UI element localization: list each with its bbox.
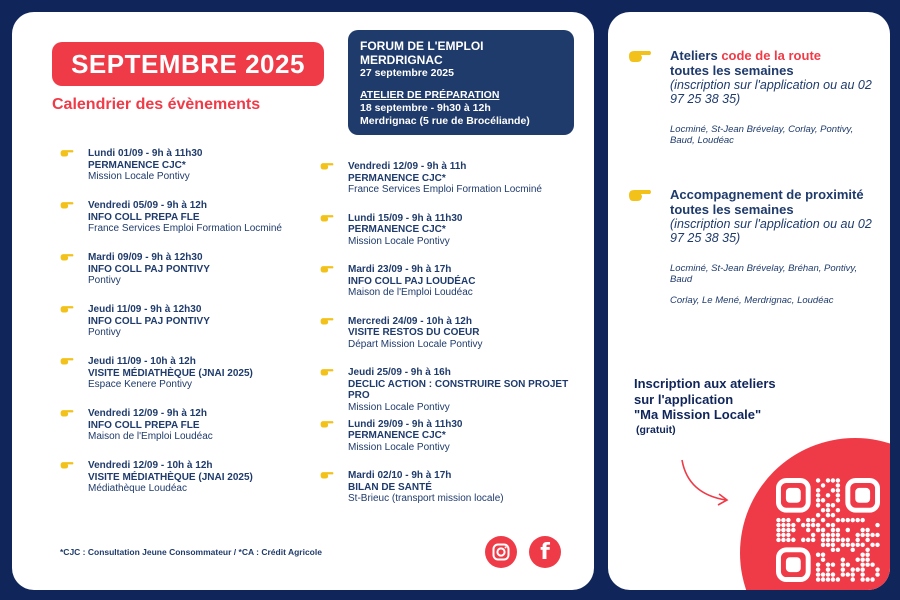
instagram-icon[interactable]	[485, 536, 517, 568]
facebook-icon[interactable]: f	[529, 536, 561, 568]
inscription-text	[634, 376, 834, 438]
atelier-date: 18 septembre - 9h30 à 12h	[360, 102, 491, 114]
event-title: PERMANENCE CJC*	[348, 430, 446, 441]
accompagnement-heading: Accompagnement de proximité toutes les semaines	[670, 187, 864, 217]
pointing-hand-icon	[320, 161, 334, 171]
event-title: PERMANENCE CJC*	[348, 172, 446, 184]
forum-date: 27 septembre 2025	[360, 67, 454, 79]
event-location: Mission Locale Pontivy	[88, 171, 190, 182]
event-location: France Services Emploi Formation Locminé	[88, 223, 282, 234]
calendar-card	[12, 12, 594, 590]
pointing-hand-icon	[628, 48, 652, 64]
event-date: Lundi 15/09 - 9h à 11h30	[348, 212, 463, 224]
inscription-line-4: (gratuit)	[636, 423, 676, 436]
event-title: INFO COLL PAJ PONTIVY	[88, 263, 210, 275]
pointing-hand-icon	[60, 148, 74, 158]
event-location: Départ Mission Locale Pontivy	[348, 338, 483, 350]
event-location: Médiathèque Loudéac	[88, 483, 187, 494]
event-date: Jeudi 11/09 - 9h à 12h30	[88, 304, 202, 315]
event-location: Mission Locale Pontivy	[348, 441, 450, 453]
code-route-inscription: (inscription sur l'application ou au 02 97 25 38 35)	[670, 78, 872, 106]
pointing-hand-icon	[320, 264, 334, 274]
event-date: Mardi 23/09 - 9h à 17h	[348, 264, 452, 275]
event-date: Vendredi 12/09 - 9h à 12h	[88, 408, 207, 419]
event-date: Jeudi 11/09 - 10h à 12h	[88, 356, 196, 367]
accompagnement-places: Locminé, St-Jean Brévelay, Bréhan, Pontivy, Baud	[670, 263, 858, 285]
code-route-heading-red: code de la route	[721, 48, 822, 63]
event-date: Vendredi 12/09 - 10h à 12h	[88, 460, 213, 471]
event-title: INFO COLL PREPA FLE	[88, 211, 200, 223]
event-date: Lundi 01/09 - 9h à 11h30	[88, 148, 203, 159]
accompagnement-block	[670, 187, 880, 306]
atelier-title: ATELIER DE PRÉPARATION	[360, 89, 500, 101]
event-title: VISITE MÉDIATHÈQUE (JNAI 2025)	[88, 471, 253, 483]
code-route-heading-a: Ateliers	[670, 48, 722, 63]
inscription-line-2: sur l'application	[634, 391, 734, 407]
code-route-places: Locminé, St-Jean Brévelay, Corlay, Pontivy, Baud, Loudéac	[670, 124, 854, 146]
event-date: Lundi 29/09 - 9h à 11h30	[348, 418, 463, 430]
accompagnement-inscription: (inscription sur l'application ou au 02 97 25 38 35)	[670, 217, 872, 245]
footnote: *CJC : Consultation Jeune Consommateur / *CA : Crédit Agricole	[60, 547, 322, 557]
event-location: Espace Kenere Pontivy	[88, 379, 192, 390]
page-title: SEPTEMBRE 2025	[52, 42, 324, 86]
event-title: BILAN DE SANTÉ	[348, 481, 432, 493]
event-location: Maison de l'Emploi Loudéac	[348, 287, 473, 298]
event-date: Mercredi 24/09 - 10h à 12h	[348, 315, 472, 327]
event-date: Jeudi 25/09 - 9h à 16h	[348, 367, 451, 378]
event-title: PERMANENCE CJC*	[88, 159, 186, 171]
pointing-hand-icon	[60, 252, 74, 262]
pointing-hand-icon	[60, 304, 74, 314]
event-location: Pontivy	[88, 327, 121, 338]
arrow-icon	[678, 456, 738, 513]
event-location: Maison de l'Emploi Loudéac	[88, 431, 213, 442]
event-title: INFO COLL PAJ PONTIVY	[88, 315, 210, 327]
page-subtitle: Calendrier des évènements	[52, 96, 261, 113]
pointing-hand-icon	[320, 367, 334, 377]
inscription-line-1: Inscription aux ateliers	[634, 376, 776, 391]
forum-title: FORUM DE L'EMPLOI MERDRIGNAC	[360, 39, 484, 67]
pointing-hand-icon	[60, 460, 74, 470]
event-location: Mission Locale Pontivy	[348, 401, 450, 413]
event-date: Mardi 09/09 - 9h à 12h30	[88, 252, 203, 263]
event-location: France Services Emploi Formation Locminé	[348, 184, 542, 195]
pointing-hand-icon	[320, 213, 334, 223]
event-location: Mission Locale Pontivy	[348, 235, 450, 247]
qr-code-icon[interactable]	[776, 478, 880, 587]
accompagnement-places-2: Corlay, Le Mené, Merdrignac, Loudéac	[670, 295, 834, 306]
event-title: INFO COLL PAJ LOUDÉAC	[348, 275, 476, 287]
event-date: Vendredi 05/09 - 9h à 12h	[88, 200, 207, 211]
pointing-hand-icon	[320, 316, 334, 326]
event-title: DECLIC ACTION : CONSTRUIRE SON PROJET PRO	[348, 378, 569, 401]
event-title: INFO COLL PREPA FLE	[88, 419, 200, 431]
pointing-hand-icon	[60, 200, 74, 210]
pointing-hand-icon	[320, 419, 334, 429]
code-route-heading-b: toutes les semaines	[670, 63, 794, 78]
pointing-hand-icon	[628, 187, 652, 203]
event-date: Vendredi 12/09 - 9h à 11h	[348, 161, 467, 172]
code-route-heading	[670, 48, 880, 78]
event-title: VISITE MÉDIATHÈQUE (JNAI 2025)	[88, 367, 253, 379]
info-card	[608, 12, 890, 590]
atelier-place: Merdrignac (5 rue de Brocéliande)	[360, 115, 530, 127]
event-title: PERMANENCE CJC*	[348, 224, 446, 235]
event-location: Pontivy	[88, 275, 121, 286]
code-route-block	[670, 48, 880, 146]
pointing-hand-icon	[60, 408, 74, 418]
pointing-hand-icon	[60, 356, 74, 366]
event-date: Mardi 02/10 - 9h à 17h	[348, 470, 452, 481]
event-title: VISITE RESTOS DU COEUR	[348, 327, 480, 338]
pointing-hand-icon	[320, 470, 334, 480]
forum-info-box	[348, 30, 574, 135]
event-location: St-Brieuc (transport mission locale)	[348, 493, 504, 504]
inscription-line-3: "Ma Mission Locale"	[634, 407, 762, 422]
